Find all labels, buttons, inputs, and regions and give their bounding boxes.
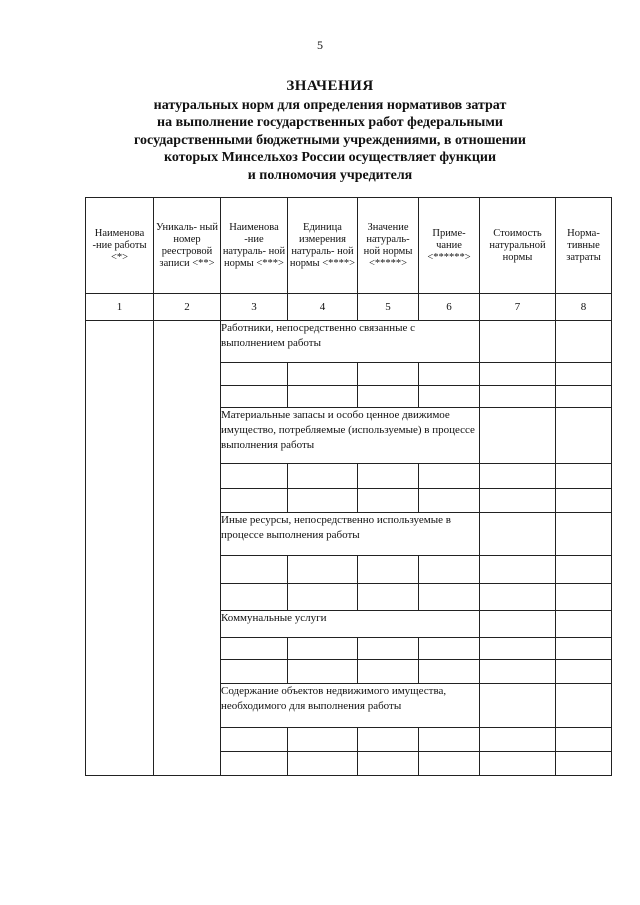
empty-cell [480, 321, 556, 363]
header-row [86, 198, 612, 294]
header-cell: Стоимость натуральной нормы [480, 198, 556, 294]
norms-table [85, 197, 612, 776]
header-cell: Единица измерения натураль- ной нормы <****> [288, 198, 358, 294]
column-number: 3 [221, 294, 288, 321]
column-number: 5 [358, 294, 419, 321]
header-cell: Норма- тивные затраты [556, 198, 612, 294]
column-number: 1 [86, 294, 154, 321]
section-row [86, 321, 612, 363]
empty-cell [556, 611, 612, 638]
title-line: и полномочия учредителя [247, 167, 413, 183]
empty-cell [556, 513, 612, 556]
empty-cell [480, 611, 556, 638]
empty-cell [556, 408, 612, 464]
title-line: натуральных норм для определения нормативов затрат [153, 97, 507, 113]
registry-number-cell [154, 321, 221, 776]
column-number-row [86, 294, 612, 321]
header-cell: Наименова -ние работы <*> [86, 198, 154, 294]
empty-cell [556, 684, 612, 728]
title-main: ЗНАЧЕНИЯ [286, 78, 374, 94]
empty-cell [480, 684, 556, 728]
column-number: 6 [419, 294, 480, 321]
section-label: Материальные запасы и особо ценное движимое имущество, потребляемые (используемые) в процессе выполнения работы [221, 408, 480, 464]
column-number: 8 [556, 294, 612, 321]
title-line: государственными бюджетными учреждениями, в отношении [134, 132, 526, 148]
section-label: Коммунальные услуги [221, 611, 480, 638]
column-number: 2 [154, 294, 221, 321]
empty-cell [480, 408, 556, 464]
column-number: 7 [480, 294, 556, 321]
section-label: Иные ресурсы, непосредственно используемые в процессе выполнения работы [221, 513, 480, 556]
empty-cell [556, 321, 612, 363]
column-number: 4 [288, 294, 358, 321]
page-number: 5 [317, 38, 323, 52]
header-cell: Наименова -ние натураль- ной нормы <***> [221, 198, 288, 294]
document-title [70, 78, 590, 184]
title-line: которых Минсельхоз России осуществляет функции [163, 150, 497, 165]
header-cell: Уникаль- ный номер реестровой записи <**> [154, 198, 221, 294]
title-line: на выполнение государственных работ федеральными [157, 115, 503, 130]
header-cell: Приме- чание <******> [419, 198, 480, 294]
section-label: Работники, непосредственно связанные с выполнением работы [221, 321, 480, 363]
empty-cell [480, 513, 556, 556]
work-name-cell [86, 321, 154, 776]
header-cell: Значение натураль- ной нормы <*****> [358, 198, 419, 294]
section-label: Содержание объектов недвижимого имущества, необходимого для выполнения работы [221, 684, 480, 728]
